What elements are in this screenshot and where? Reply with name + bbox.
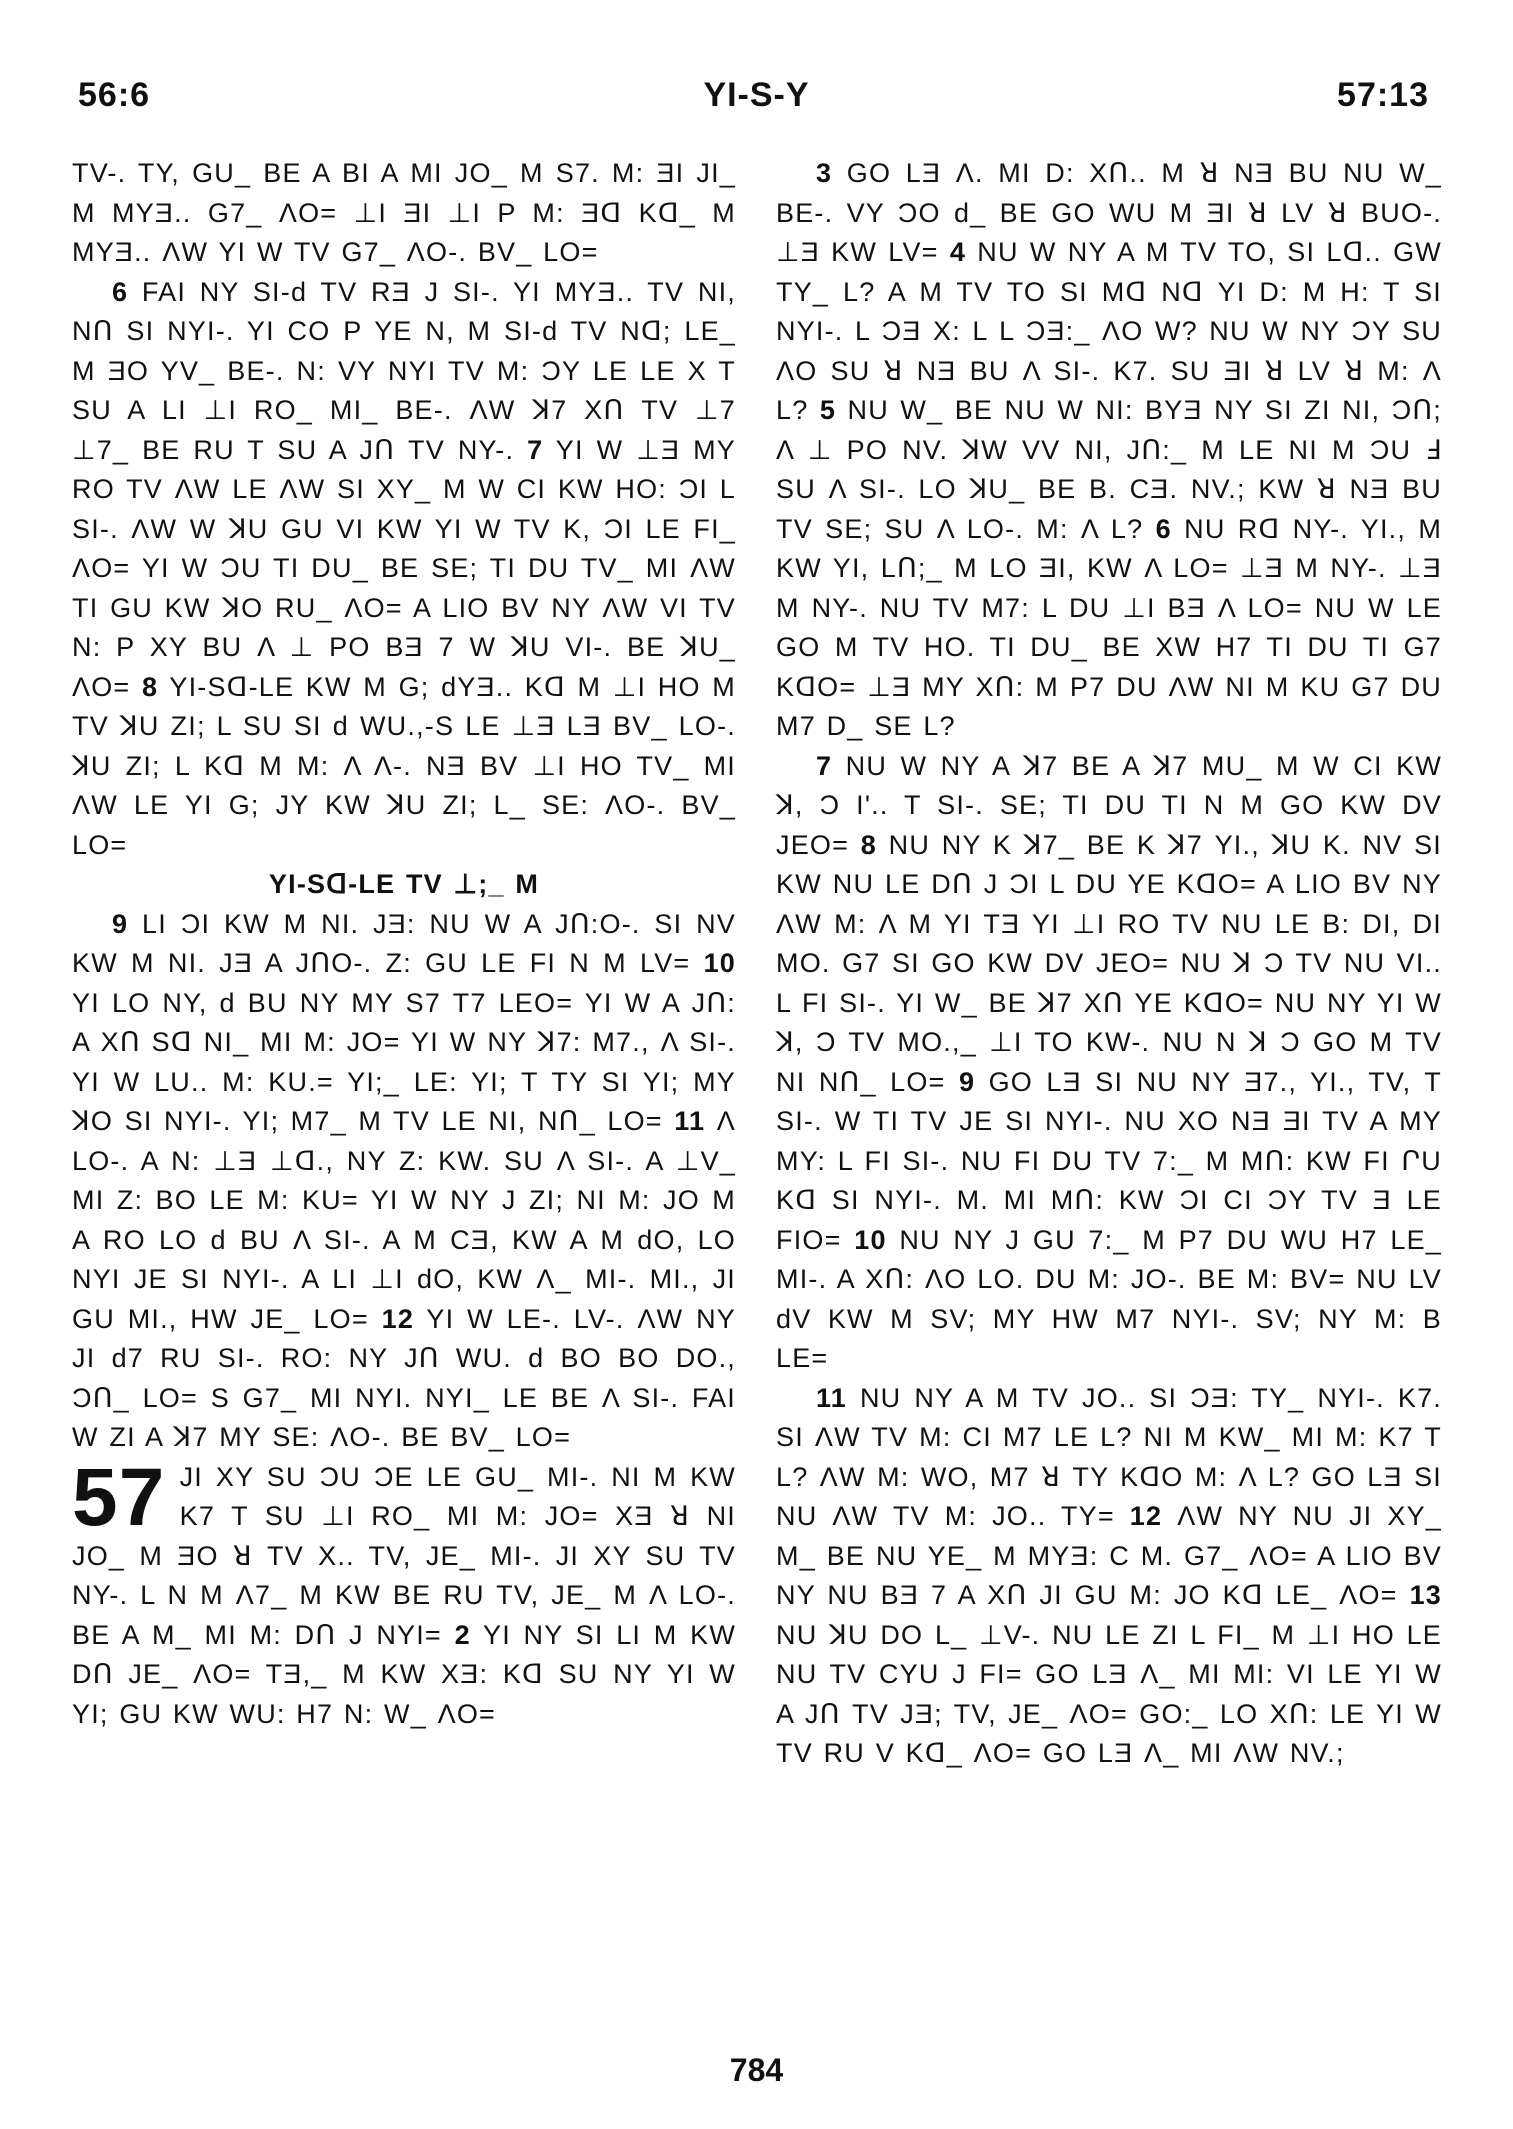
verse-paragraph [72, 273, 736, 866]
left-text-column [72, 154, 736, 1734]
verse-text: NU NY A M TV JO.. SI ƆƎ: TY_ NYI-. K7. SI ΛW TV M: CI M7 LE L? NI M KW_ MI M: K7 T L? ΛW M: WO, M7 ꓤ TY KᗡO M: Λ L? GO LƎ SI NU ΛW TV M: JO.. TY= [776, 1382, 1442, 1531]
page-number: 784 [729, 2052, 784, 2088]
verse-paragraph [776, 1379, 1442, 1774]
verse-number: 2 [454, 1619, 471, 1650]
verse-text: JI XY SU ƆU ƆE LE GU_ MI-. NI M KW K7 T SU ⊥I RO_ MI M: JO= XƎ ꓤ NI JO_ M ƎO ꓤ TV X.. TV, JE_ MI-. JI XY SU TV NY-. L N M Λ7_ M KW BE RU TV, JE_ M Λ LO-. BE A M_ MI M: DՈ J NYI= [72, 1461, 736, 1650]
verse-number: 6 [1155, 513, 1172, 544]
verse-number: 9 [958, 1066, 976, 1097]
verse-text: NU W NY A M TV TO, SI Lᗡ.. GW TY_ L? A M TV TO SI Mᗡ Nᗡ YI D: M H: T SI NYI-. L ƆƎ X: L L ƆƎ:_ ΛO W? NU W NY ƆY SU ΛO SU ꓤ NƎ BU Λ SI-. K7. SU ƎI ꓤ LV ꓤ M: Λ L? [776, 237, 1442, 425]
verse-text: YI-Sᗡ-LE KW M G; dYƎ.. Kᗡ M ⊥I HO M TV ꓘU ZI; L SU SI d WU.,-S LE ⊥Ǝ LƎ BV_ LO-. ꓘU ZI; L Kᗡ M M: Λ Λ-. NƎ BV ⊥I HO TV_ MI ΛW LE YI G; JY KW ꓘU ZI; L_ SE: ΛO-. BV_ LO= [72, 671, 737, 860]
chapter-number: 57 [72, 1451, 166, 1543]
verse-text: NU W_ BE NU W NI: BYƎ NY SI ZI NI, ƆՈ; Λ ⊥ PO NV. ꓘW VV NI, JՈ:_ M LE NI M ƆU Ⅎ SU Λ SI-. LO ꓘU_ BE B. CƎ. NV.; KW ꓤ NƎ BU TV SE; SU Λ LO-. M: Λ L? [776, 395, 1442, 544]
verse-paragraph [776, 154, 1442, 747]
verse-text: TV-. TY, GU_ BE A BI A MI JO_ M S7. M: ƎI JI_ M MYƎ.. G7_ ΛO= ⊥I ƎI ⊥I P M: Ǝᗡ Kᗡ_ M MYƎ.. ΛW YI W TV G7_ ΛO-. BV_ LO= [72, 158, 736, 267]
verse-number: 10 [854, 1224, 887, 1255]
verse-text: Λ LO-. A N: ⊥Ǝ ⊥ᗡ., NY Z: KW. SU Λ SI-. A ⊥V_ MI Z: BO LE M: KU= YI W NY J ZI; NI M: JO M A RO LO d BU Λ SI-. A M CƎ, KW A M dO, LO NYI JE SI NYI-. A LI ⊥I dO, KW Λ_ MI-. MI., JI GU MI., HW JE_ LO= [72, 1106, 736, 1334]
verse-paragraph [776, 747, 1442, 1379]
verse-number: 7 [816, 750, 833, 781]
verse-text: NU Rᗡ NY-. YI., M KW YI, LՈ;_ M LO ƎI, KW Λ LO= ⊥Ǝ M NY-. ⊥Ǝ M NY-. NU TV M7: L DU ⊥I BƎ Λ LO= NU W LE GO M TV HO. TI DU_ BE XW H7 TI DU TI G7 KᗡO= ⊥Ǝ MY XՈ: M P7 DU ΛW NI M KU G7 DU M7 D_ SE L? [776, 513, 1443, 741]
verse-text: NU NY K ꓘ7_ BE K ꓘ7 YI., ꓘU K. NV SI KW NU LE DՈ J ƆI L DU YE KᗡO= A LIO BV NY ΛW M: Λ M YI TƎ YI ⊥I RO TV NU LE B: DI, DI MO. G7 SI GO KW DV JEO= NU ꓘ Ɔ TV NU VI.. L FI SI-. YI W_ BE ꓘ7 XՈ YE KᗡO= NU NY YI W ꓘ, Ɔ TV MO.,_ ⊥I TO KW-. NU N ꓘ Ɔ GO M TV NI NՈ_ LO= [776, 829, 1442, 1097]
running-head-end-reference: 57:13 [1337, 76, 1429, 114]
right-text-column [776, 154, 1442, 1774]
verse-paragraph [72, 905, 736, 1458]
verse-number: 7 [527, 434, 544, 465]
verse-number: 11 [674, 1106, 706, 1136]
verse-number: 5 [819, 395, 837, 425]
section-heading: YI-Sᗡ-LE TV ⊥;_ M [268, 869, 540, 899]
verse-number: 10 [703, 948, 737, 978]
verse-text: GO LƎ SI NU NY Ǝ7., YI., TV, T SI-. W TI TV JE SI NYI-. NU XO NƎ ƎI TV A MY MY: L FI SI-. NU FI DU TV 7:_ M MՈ: KW FI ՐU Kᗡ SI NYI-. M. MI MՈ: KW ƆI CI ƆY TV Ǝ LE FIO= [776, 1066, 1442, 1255]
verse-text: LI ƆI KW M NI. JƎ: NU W A JՈ:O-. SI NV KW M NI. JƎ A JՈO-. Z: GU LE FI N M LV= [72, 908, 737, 978]
verse-text: NU W NY A ꓘ7 BE A ꓘ7 MU_ M W CI KW ꓘ, Ɔ I'.. T SI-. SE; TI DU TI N M GO KW DV JEO= [776, 750, 1442, 860]
verse-text: YI LO NY, d BU NY MY S7 T7 LEO= YI W A JՈ: A XՈ Sᗡ NI_ MI M: JO= YI W NY ꓘ7: M7., Λ SI-. YI W LU.. M: KU.= YI;_ LE: YI; T TY SI YI; MY ꓘO SI NYI-. YI; M7_ M TV LE NI, NՈ_ LO= [72, 987, 736, 1136]
verse-number: 8 [860, 829, 877, 860]
verse-text: YI NY SI LI M KW DՈ JE_ ΛO= TƎ,_ M KW XƎ: Kᗡ SU NY YI W YI; GU KW WU: H7 N: W_ ΛO= [72, 1619, 737, 1729]
verse-text: NU NY J GU 7:_ M P7 DU WU H7 LE_ MI-. A XՈ: ΛO LO. DU M: JO-. BE M: BV= NU LV dV KW M SV; MY HW M7 NYI-. SV; NY M: B LE= [776, 1224, 1442, 1373]
running-head-book-title: YI-S-Y [703, 76, 810, 114]
verse-text: NU ꓘU DO L_ ⊥V-. NU LE ZI L FI_ M ⊥I HO LE NU TV CYU J FI= GO LƎ Λ_ MI MI: VI LE YI W A JՈ TV JƎ; TV, JE_ ΛO= GO:_ LO XՈ: LE YI W TV RU V Kᗡ_ ΛO= GO LƎ Λ_ MI ΛW NV.; [776, 1619, 1442, 1768]
verse-number: 13 [1409, 1580, 1442, 1610]
verse-text: YI W ⊥Ǝ MY RO TV ΛW LE ΛW SI XY_ M W CI KW HO: ƆI L SI-. ΛW W ꓘU GU VI KW YI W TV K, ƆI LE FI_ ΛO= YI W ƆU TI DU_ BE SE; TI DU TV_ MI ΛW TI GU KW ꓘO RU_ ΛO= A LIO BV NY ΛW VI TV N: P XY BU Λ ⊥ PO BƎ 7 W ꓘU VI-. BE ꓘU_ ΛO= [72, 434, 737, 702]
verse-number: 6 [112, 276, 129, 307]
verse-text: YI W LE-. LV-. ΛW NY JI d7 RU SI-. RO: NY JՈ WU. d BO BO DO., ƆՈ_ LO= S G7_ MI NYI. NYI_ LE BE Λ SI-. FAI W ZI A ꓘ7 MY SE: ΛO-. BE BV_ LO= [72, 1303, 737, 1452]
verse-number: 12 [381, 1303, 415, 1334]
verse-number: 4 [949, 237, 967, 267]
chapter-paragraph [72, 1451, 737, 1735]
verse-text: FAI NY SI-d TV RƎ J SI-. YI MYƎ.. TV NI, NՈ SI NYI-. YI CO P YE N, M SI-d TV Nᗡ; LE_ M ƎO YV_ BE-. N: VY NYI TV M: ƆY LE LE X T SU A LI ⊥I RO_ MI_ BE-. ΛW ꓘ7 XՈ TV ⊥7 ⊥7_ BE RU T SU A JՈ TV NY-. [72, 276, 737, 465]
verse-text: GO LƎ Λ. MI D: XՈ.. M ꓤ NƎ BU NU W_ BE-. VY ƆO d_ BE GO WU M ƎI ꓤ LV ꓤ BUO-. ⊥Ǝ KW LV= [776, 158, 1442, 267]
verse-text: ΛW NY NU JI XY_ M_ BE NU YE_ M MYƎ: C M. G7_ ΛO= A LIO BV NY NU BƎ 7 A XՈ JI GU M: JO Kᗡ LE_ ΛO= [776, 1501, 1442, 1610]
verse-number: 9 [112, 908, 129, 939]
verse-number: 12 [1129, 1501, 1163, 1531]
verse-number: 8 [142, 671, 159, 702]
running-head-start-reference: 56:6 [78, 76, 151, 114]
verse-number: 3 [816, 158, 833, 188]
verse-number: 11 [816, 1382, 847, 1413]
